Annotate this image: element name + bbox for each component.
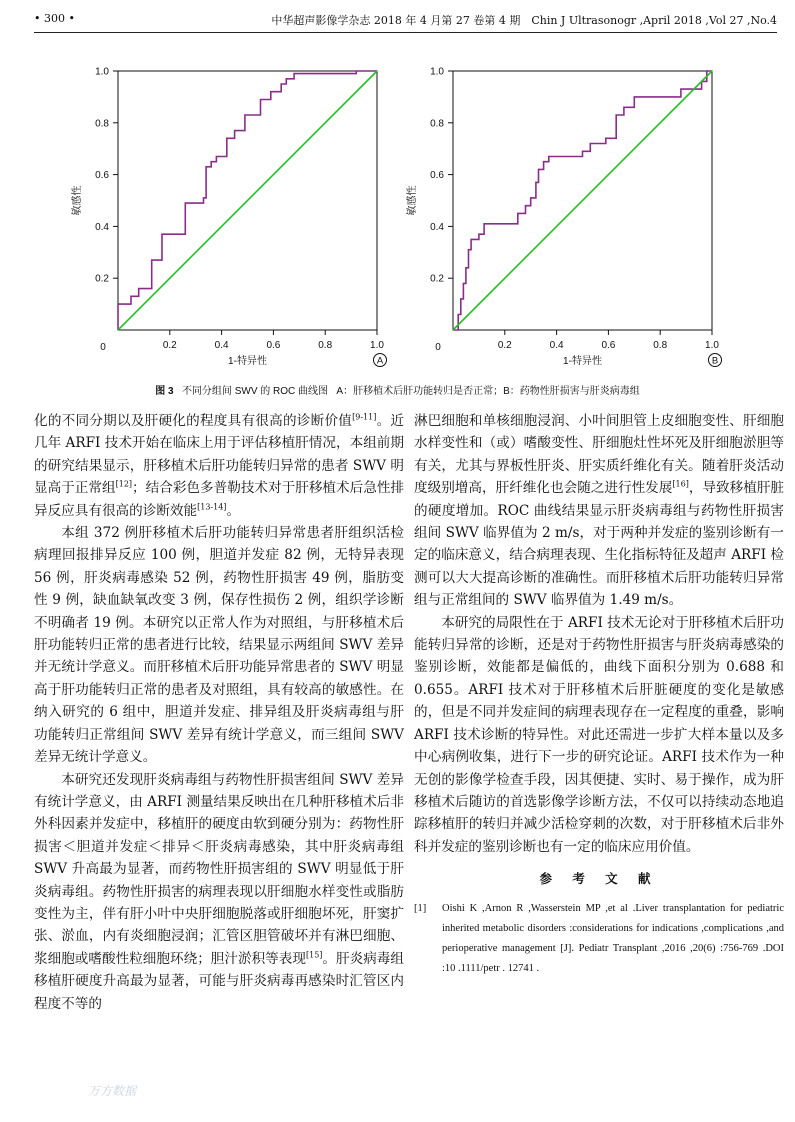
reference-list: [414, 899, 784, 979]
paragraph-text: 本组 372 例肝移植术后肝功能转归异常患者肝组织活检病理回报排异反应 100 例，胆道并发症 82 例，无特异表现 56 例，肝炎病毒感染 52 例，药物性肝损害 49 例，脂肪变性 9 例，缺血缺氧改变 3 例，保存性损伤 2 例，组织学诊断不明确者 19 例。本研究以正常人作为对照组，与肝移植术后肝功能转归正常的患者进行比较，结果显示两组间 SWV 差异并无统计学意义。而肝移植术后肝功能异常患者的 SWV 明显高于肝功能转归正常的患者及对照组，具有较高的敏感性。在纳入研究的 6 组中，胆道并发症、排异组及肝炎病毒组与肝功能转归正常组间 SWV 差异有统计学意义，而三组间 SWV 差异无统计学意义。: [34, 525, 404, 766]
x-tick-label: 1.0: [705, 340, 719, 351]
left-paragraph: [34, 410, 404, 522]
right-column-text: [414, 410, 784, 858]
x-tick-label: 1.0: [370, 340, 384, 351]
y-axis-label: 敏感性: [72, 185, 83, 216]
panel-label: A: [376, 355, 384, 367]
left-column: [34, 410, 404, 1015]
citation-ref: [13-14]: [197, 502, 227, 512]
paragraph-text: ，导致移植肝脏的硬度增加。ROC 曲线结果显示肝炎病毒组与药物性肝损害组间 SWV 临界值为 2 m/s，对于两种并发症的鉴别诊断有一定的临床意义，结合病理表现、生化指标特征及超声 ARFI 检测可以大大提高诊断的准确性。而肝移植术后肝功能转归异常组与正常组间的 SWV 临界值为 1.49 m/s。: [414, 480, 785, 609]
right-paragraph: [414, 612, 784, 858]
citation-ref: [12]: [115, 479, 133, 489]
roc-chart-b: [405, 67, 722, 368]
caption-b: B：药物性肝损害与肝炎病毒组: [503, 386, 640, 397]
paragraph-text: ；结合彩色多普勒技术对于肝移植术后急性排异反应具有很高的诊断效能: [34, 480, 405, 519]
references-heading: 参 考 文 献: [539, 871, 659, 887]
y-tick-label: 0.8: [430, 118, 444, 130]
y-tick-label: 0.4: [95, 221, 109, 233]
x-tick-label: 0.4: [549, 340, 564, 351]
y-tick-label: 0.2: [430, 273, 444, 285]
figure-3: [40, 38, 780, 378]
y-tick-label: 1.0: [430, 66, 444, 78]
paragraph-text: 。肝炎病毒组移植肝硬度升高最为显著，可能与肝炎病毒再感染时汇管区内程度不等的: [34, 950, 405, 1012]
x-tick-label: 0.8: [318, 340, 333, 351]
citation-ref: [15]: [305, 950, 323, 960]
caption-a: A：肝移植术后肝功能转归是否正常；: [336, 386, 504, 397]
x-tick-label: 0.4: [214, 340, 229, 351]
caption-title: 不同分组间 SWV 的 ROC 曲线图: [181, 386, 329, 397]
x-tick-label: 0.8: [653, 340, 668, 351]
reference-item: [414, 899, 784, 979]
y-tick-label: 0.4: [430, 221, 444, 233]
x-tick-label: 0.2: [497, 340, 512, 351]
right-column: [414, 410, 784, 979]
page-header: [34, 12, 777, 30]
x-tick-label: 0.6: [266, 340, 281, 351]
y-tick-label: 0.6: [95, 170, 109, 182]
watermark: 万方数据: [88, 1084, 137, 1098]
x-axis-label: 1-特异性: [563, 356, 602, 367]
x-tick-label: 0: [100, 342, 106, 353]
x-axis-label: 1-特异性: [228, 356, 267, 367]
left-paragraph: [34, 769, 404, 1015]
paragraph-text: 本研究还发现肝炎病毒组与药物性肝损害组间 SWV 差异有统计学意义，由 ARFI 测量结果反映出在几种肝移植术后非外科因素并发症中，移植肝的硬度由软到硬分别为：药物性肝损害＜胆道并发症＜排异＜肝炎病毒感染，其中肝炎病毒组 SWV 升高最为显著，而药物性肝损害组的 SWV 明显低于肝炎病毒组。药物性肝损害的病理表现以肝细胞水样变性或脂肪变性为主，伴有肝小叶中央肝细胞脱落或肝细胞坏死，肝窦扩张、淤血，内有炎细胞浸润；汇管区胆管破坏并有淋巴细胞、浆细胞或嗜酸性粒细胞环绕；胆汁淤积等表现: [34, 771, 404, 967]
paragraph-text: 。近几年 ARFI 技术开始在临床上用于评估移植肝情况，本组前期的研究结果显示，肝移植术后肝功能转归异常的患者 SWV 明显高于正常组: [34, 413, 405, 497]
paragraph-text: 化的不同分期以及肝硬化的程度具有很高的诊断价值: [34, 413, 353, 429]
reference-number: [1]: [414, 902, 427, 914]
header-rule: [34, 32, 777, 33]
left-paragraph: [34, 522, 404, 768]
x-tick-label: 0: [435, 342, 441, 353]
citation-ref: [16]: [672, 479, 689, 489]
y-tick-label: 1.0: [95, 66, 109, 78]
paragraph-text: 本研究的局限性在于 ARFI 技术无论对于肝移植术后肝功能转归异常的诊断，还是对于药物性肝损害与肝炎病毒感染的鉴别诊断，效能都是偏低的，曲线下面积分别为 0.688 和 0.655。ARFI 技术对于肝移植术后肝脏硬度的变化是敏感的，但是不同并发症间的病理表现存在一定程度的重叠，影响 ARFI 技术诊断的特异性。对此还需进一步扩大样本量以及多中心病例收集，进行下一步的研究论证。ARFI 技术作为一种无创的影像学检查手段，因其便捷、实时、易于操作，成为肝移植术后随访的首选影像学诊断方法，不仅可以持续动态地追踪移植肝的转归并减少活检穿刺的次数，对于肝移植术后非外科并发症的鉴别诊断也有一定的临床应用价值。: [414, 614, 784, 855]
y-axis-label: 敏感性: [407, 185, 418, 216]
panel-label: B: [711, 355, 719, 367]
caption-label: 图 3: [155, 386, 174, 397]
y-tick-label: 0.2: [95, 273, 109, 285]
figure-caption: [0, 382, 795, 397]
y-tick-label: 0.8: [95, 118, 109, 130]
x-tick-label: 0.2: [162, 340, 177, 351]
page-number: • 300 •: [34, 12, 75, 25]
reference-text: Oishi K ,Arnon R ,Wasserstein MP ,et al .Liver transplantation for pediatric inherited metabolic disorders :considerations for indications ,complications ,and perioperative management [J]. Pediatr Transplant ,2016 ,20(6) :756-769 .DOI :10 .1111/petr . 12741 .: [442, 902, 784, 974]
citation-ref: [9-11]: [352, 412, 377, 422]
right-paragraph: [414, 410, 784, 612]
x-tick-label: 0.6: [601, 340, 616, 351]
paragraph-text: 淋巴细胞和单核细胞浸润、小叶间胆管上皮细胞变性、肝细胞水样变性和（或）嗜酸变性、肝细胞灶性坏死及肝细胞淤胆等有关，尤其与界板性肝炎、肝实质纤维化有关。随着肝炎活动度级别增高，肝纤维化也会随之进行性发展: [414, 413, 784, 497]
reference-line: [453, 71, 712, 330]
paragraph-text: 。: [226, 502, 241, 519]
y-tick-label: 0.6: [430, 170, 444, 182]
journal-citation: 中华超声影像学杂志 2018 年 4 月第 27 卷第 4 期 Chin J Ultrasonogr ,April 2018 ,Vol 27 ,No.4: [271, 14, 777, 27]
reference-line: [118, 71, 377, 330]
roc-chart-a: [70, 67, 387, 368]
